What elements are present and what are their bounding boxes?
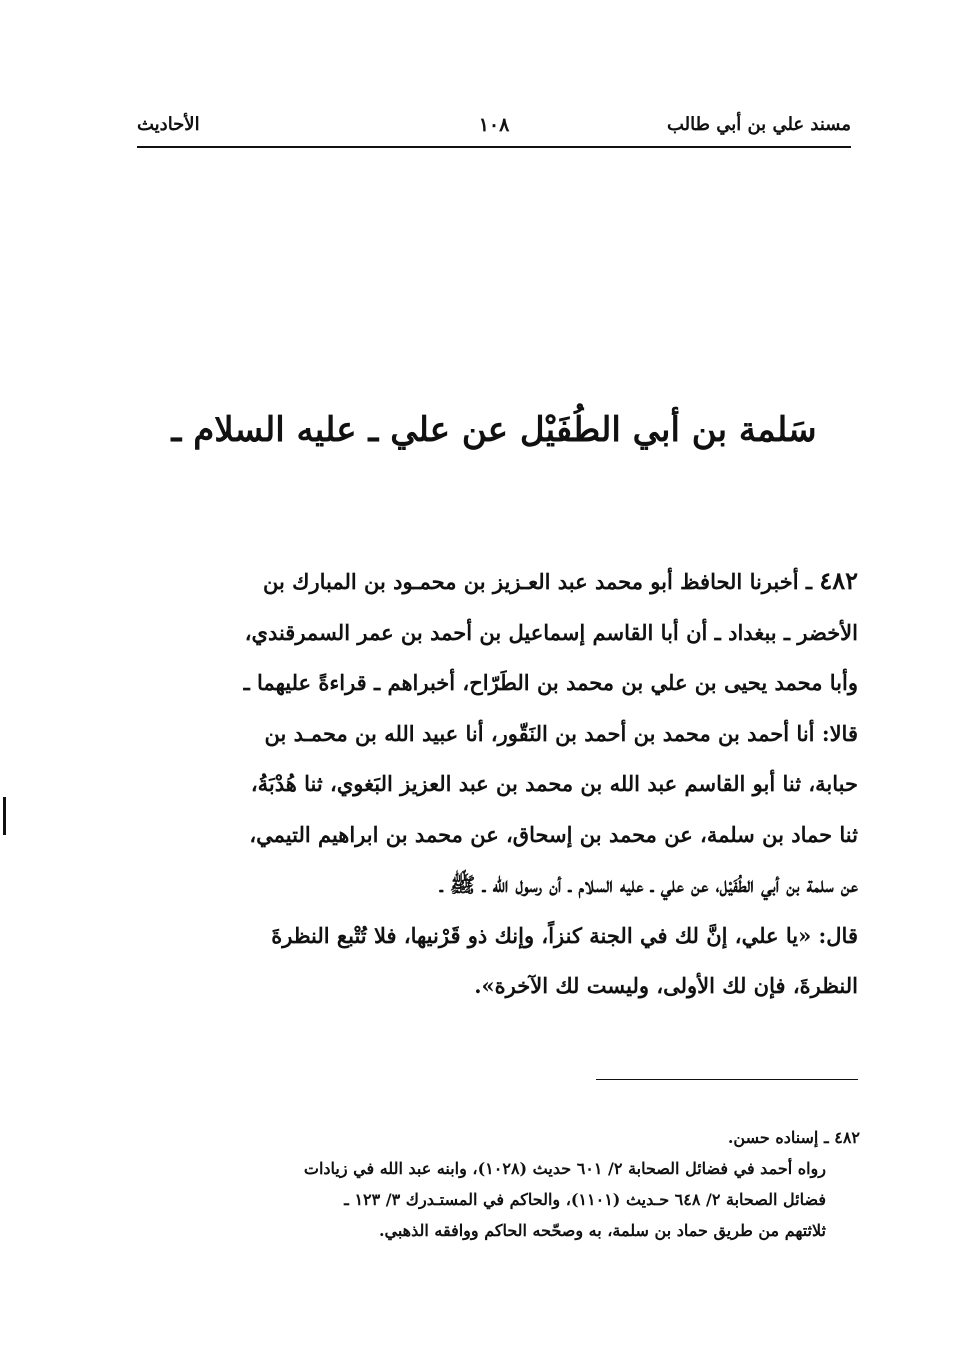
hadith-line: قالا: أنا أحمد بن محمد بن أحمد بن النَقّور، أنا عبيد الله بن محمـد بن <box>264 720 858 746</box>
hadith-line: الأخضر ـ ببغداد ـ أن أبا القاسم إسماعيل بن أحمد بن عمر السمرقندي، <box>244 619 858 645</box>
hadith-line: النظرةَ، فإن لك الأولى، وليست لك الآخرة». <box>474 973 858 998</box>
running-header <box>137 108 851 144</box>
section-title: الأحاديث <box>137 114 200 135</box>
hadith-line: وأبا محمد يحيى بن علي بن محمد بن الطَرّاح، أخبراهم ـ قراءةً عليهما ـ <box>243 670 858 695</box>
page-number: ١٠٨ <box>478 114 510 136</box>
footnote-line: ٤٨٢ ـ إسناده حسن. <box>727 1128 860 1147</box>
hadith-line: قال: «يا علي، إنَّ لك في الجنة كنزاً، وإنك ذو قَرْنيها، فلا تُتْبع النظرةَ <box>271 922 858 948</box>
hadith-number: ٤٨٢ <box>819 566 858 595</box>
hadith-text <box>136 556 858 1012</box>
footnotes <box>134 1122 860 1246</box>
hadith-line: ثنا حماد بن سلمة، عن محمد بن إسحاق، عن محمد بن ابراهيم التيمي، <box>249 821 858 847</box>
footnote-line: ثلاثتهم من طريق حماد بن سلمة، به وصحّحه الحاكم ووافقه الذهبي. <box>378 1221 826 1240</box>
hadith-line: ٤٨٢ ـ أخبرنا الحافظ أبو محمد عبد العـزيز بن محمـود بن المبارك بن <box>263 566 858 595</box>
footnote-line: فضائل الصحابة ٢/ ٦٤٨ حـديث (١١٠١)، والحاكم في المستـدرك ٣/ ١٢٣ ـ <box>344 1190 826 1209</box>
chapter-title: سَلمة بن أبي الطُفَيْل عن علي ـ عليه السلام ـ <box>171 410 817 450</box>
book-title: مسند علي بن أبي طالب <box>666 114 851 135</box>
footnote-number: ٤٨٢ <box>834 1128 860 1147</box>
hadith-line: حبابة، ثنا أبو القاسم عبد الله بن محمد بن عبد العزيز البَغوي، ثنا هُدْبَةُ، <box>250 771 858 796</box>
header-rule <box>137 146 851 148</box>
scan-edge-mark <box>3 797 6 835</box>
hadith-line: عن سلمة بن أبي الطُفَيْل، عن علي ـ عليه السلام ـ أن رسول الله ـ ﷺ ـ <box>439 872 858 897</box>
footnote-separator <box>596 1079 858 1080</box>
footnote-line: رواه أحمد في فضائل الصحابة ٢/ ٦٠١ حديث (١٠٢٨)، وابنه عبد الله في زيادات <box>303 1159 826 1178</box>
